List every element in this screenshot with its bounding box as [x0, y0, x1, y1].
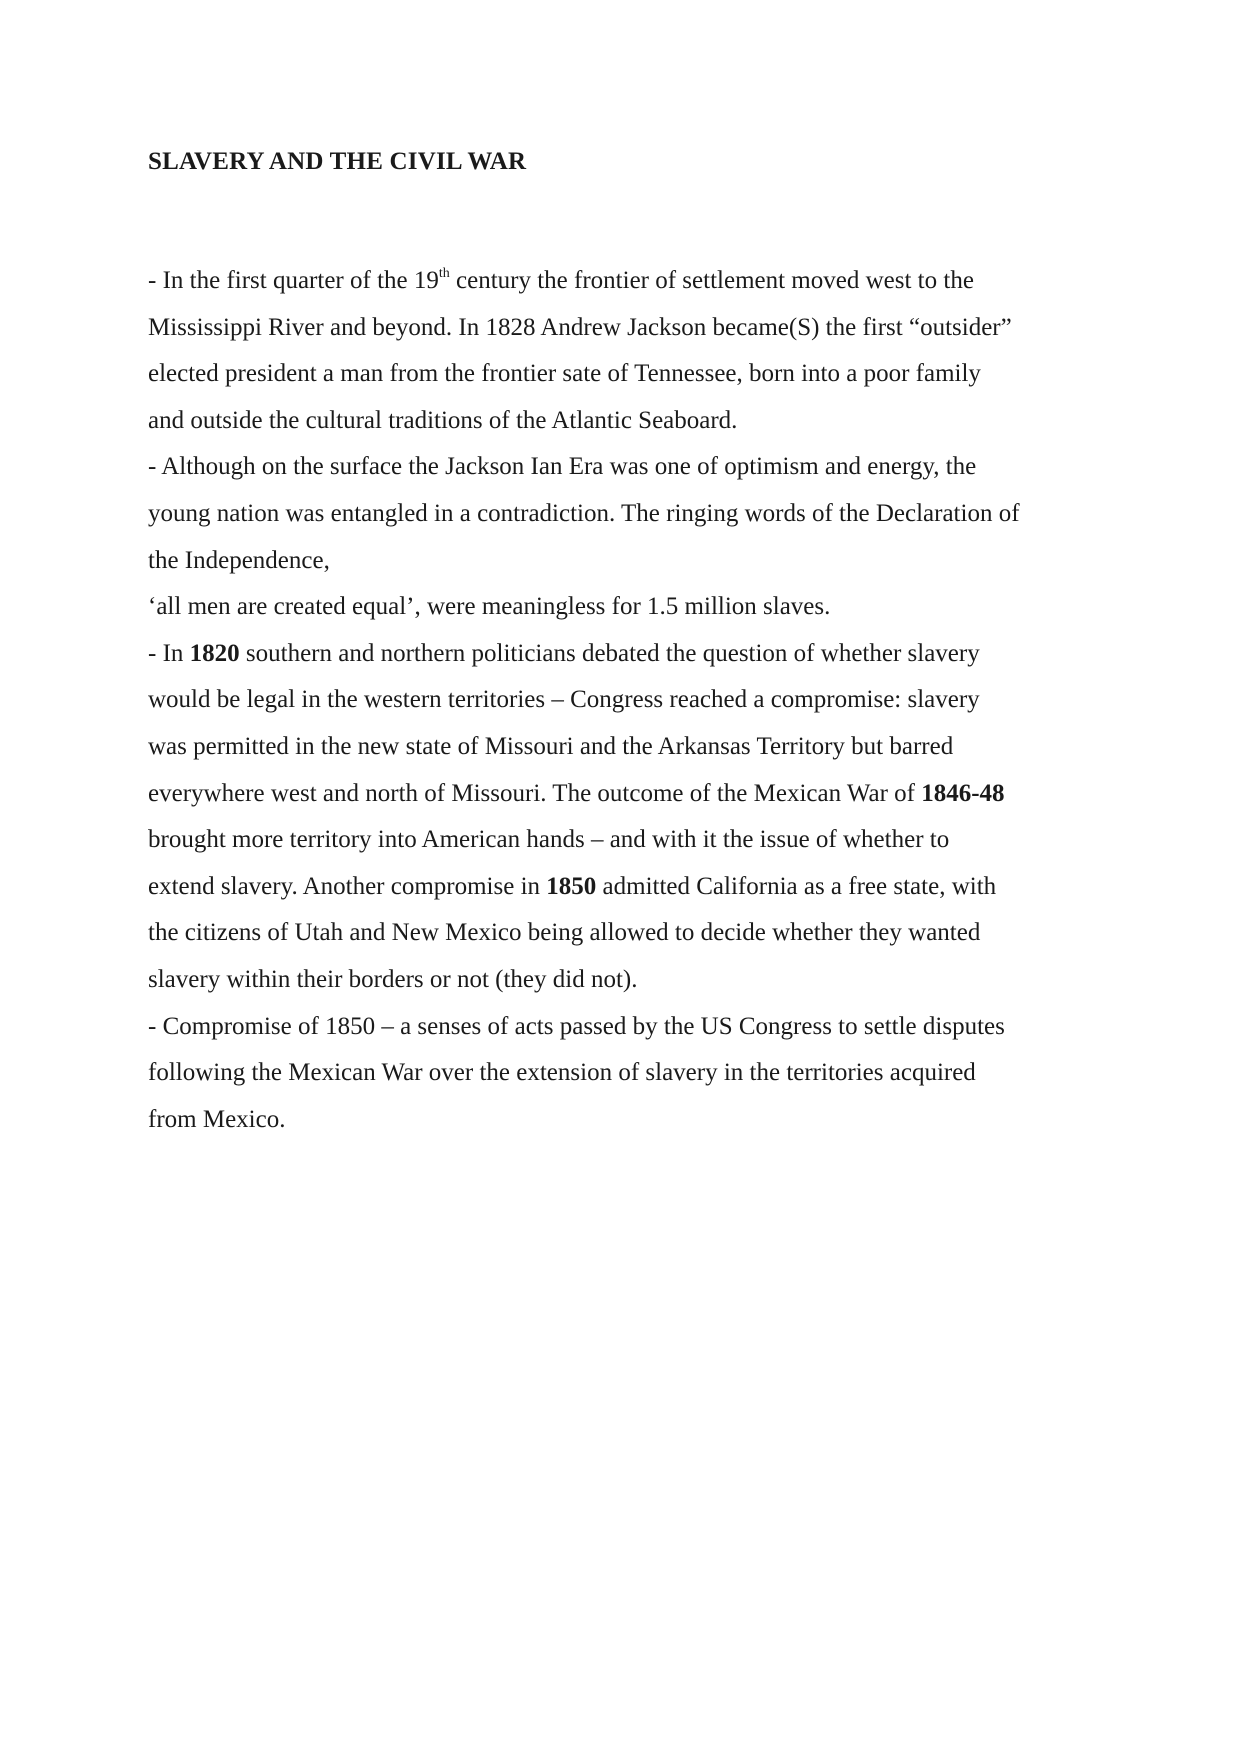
paragraph-3-line-4 — [148, 771, 1108, 818]
paragraph-3-line-7: the citizens of Utah and New Mexico being allowed to decide whether they wanted — [148, 919, 981, 947]
paragraph-3-line-5: brought more territory into American hands – and with it the issue of whether to — [148, 826, 950, 854]
text-run: southern and northern politicians debated the question of whether slavery — [239, 639, 980, 667]
bold-year: 1820 — [189, 639, 240, 667]
paragraph-4-line-2: following the Mexican War over the extension of slavery in the territories acquired — [148, 1059, 976, 1087]
paragraph-4-line-1: - Compromise of 1850 – a senses of acts passed by the US Congress to settle disputes — [148, 1012, 1005, 1040]
paragraph-3-line-3: was permitted in the new state of Missouri and the Arkansas Territory but barred — [148, 732, 954, 760]
paragraph-3-line-8: slavery within their borders or not (they did not). — [148, 965, 638, 993]
paragraph-3-line-6 — [148, 864, 1108, 911]
paragraph-3-line-1 — [148, 631, 1108, 678]
text-run: extend slavery. Another compromise in — [148, 872, 547, 900]
document-title: SLAVERY AND THE CIVIL WAR — [148, 148, 527, 175]
bold-year: 1846-48 — [921, 779, 1005, 807]
superscript: th — [438, 265, 450, 281]
paragraph-1-line-3: elected president a man from the frontier sate of Tennessee, born into a poor family — [148, 360, 981, 388]
paragraph-1-line-4: and outside the cultural traditions of the Atlantic Seaboard. — [148, 406, 738, 434]
paragraph-2-line-3: the Independence, — [148, 546, 330, 574]
paragraph-2-line-4: ‘all men are created equal’, were meaningless for 1.5 million slaves. — [148, 593, 831, 621]
paragraph-3-line-2: would be legal in the western territories – Congress reached a compromise: slavery — [148, 686, 980, 714]
paragraph-4-line-3: from Mexico. — [148, 1105, 286, 1133]
paragraph-1-line-2: Mississippi River and beyond. In 1828 Andrew Jackson became(S) the first “outsider” — [148, 313, 1012, 341]
paragraph-2-line-1: - Although on the surface the Jackson Ian Era was one of optimism and energy, the — [148, 453, 977, 481]
text-run: admitted California as a free state, with — [596, 872, 997, 900]
text-run: - In the first quarter of the 19 — [148, 267, 439, 294]
text-run: century the frontier of settlement moved west to the — [449, 267, 974, 294]
paragraph-1-line-1 — [148, 258, 1108, 305]
text-run: - In — [148, 639, 190, 667]
paragraph-2-line-2: young nation was entangled in a contradiction. The ringing words of the Declaration of — [148, 499, 1020, 527]
bold-year: 1850 — [546, 872, 597, 900]
text-run: everywhere west and north of Missouri. The outcome of the Mexican War of — [148, 779, 922, 807]
document-body — [148, 258, 1108, 1143]
